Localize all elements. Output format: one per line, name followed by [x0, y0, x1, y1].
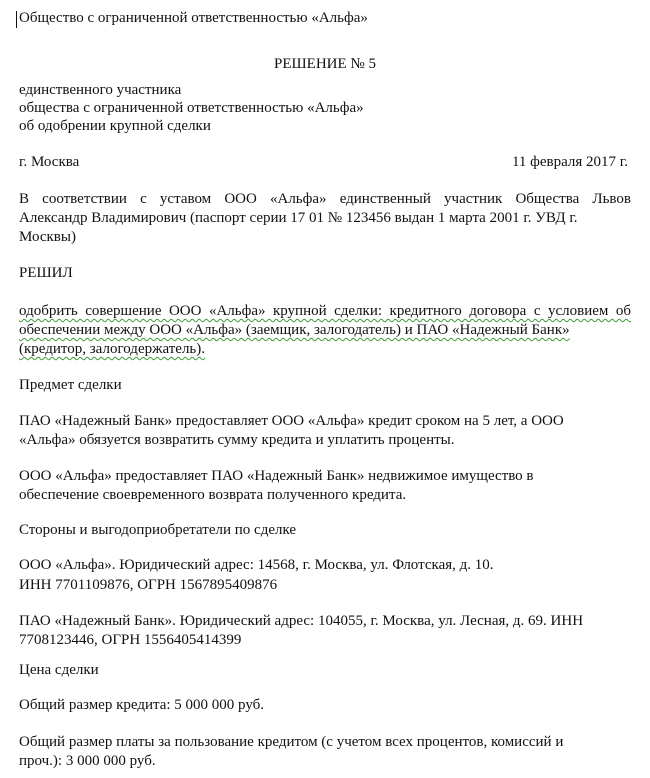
city: г. Москва	[19, 154, 80, 170]
intro-line: В соответствии с уставом ООО «Альфа» единственный участник Общества Львов	[19, 191, 631, 207]
intro-line: Александр Владимирович (паспорт серии 17 01 № 123456 выдан 1 марта 2001 г. УВД г.	[19, 210, 578, 226]
text-cursor	[16, 11, 17, 28]
subject-heading: Предмет сделки	[19, 377, 122, 393]
parties-heading: Стороны и выгодоприобретатели по сделке	[19, 522, 297, 538]
fee-line: проч.): 3 000 000 руб.	[19, 753, 156, 769]
intro-line: Москвы)	[19, 229, 76, 245]
document-date: 11 февраля 2017 г.	[511, 154, 628, 170]
party-bank-line: ПАО «Надежный Банк». Юридический адрес: 104055, г. Москва, ул. Лесная, д. 69. ИНН	[19, 613, 584, 629]
approval-line	[19, 321, 570, 340]
approval-text: обеспечении между ООО «Альфа» (заемщик, залогодатель) и ПАО «Надежный Банк»	[19, 322, 570, 338]
subject-paragraph-line: «Альфа» обязуется возвратить сумму кредита и уплатить проценты.	[19, 432, 455, 448]
decision-subtitle-line: единственного участника	[19, 82, 182, 98]
credit-total: Общий размер кредита: 5 000 000 руб.	[19, 697, 265, 713]
fee-line: Общий размер платы за пользование кредитом (с учетом всех процентов, комиссий и	[19, 734, 564, 750]
decision-title: РЕШЕНИЕ № 5	[274, 56, 376, 72]
party-alfa-line: ИНН 7701109876, ОГРН 1567895409876	[19, 577, 278, 593]
party-alfa-line: ООО «Альфа». Юридический адрес: 14568, г. Москва, ул. Флотская, д. 10.	[19, 557, 494, 573]
resolved-heading: РЕШИЛ	[19, 265, 73, 281]
approval-line	[19, 340, 205, 359]
price-heading: Цена сделки	[19, 662, 99, 678]
approval-text: одобрить совершение ООО «Альфа» крупной сделки: кредитного договора с условием об	[19, 303, 631, 319]
decision-subtitle-line: общества с ограниченной ответственностью «Альфа»	[19, 100, 364, 116]
subject-paragraph-line: ПАО «Надежный Банк» предоставляет ООО «Альфа» кредит сроком на 5 лет, а ООО	[19, 413, 564, 429]
subject-paragraph-line: ООО «Альфа» предоставляет ПАО «Надежный Банк» недвижимое имущество в	[19, 468, 534, 484]
approval-text: (кредитор, залогодержатель).	[19, 341, 206, 357]
party-bank-line: 7708123446, ОГРН 1556405414399	[19, 632, 242, 648]
subject-paragraph-line: обеспечение своевременного возврата полученного кредита.	[19, 487, 407, 503]
decision-subtitle-line: об одобрении крупной сделки	[19, 118, 211, 134]
approval-line	[19, 302, 631, 321]
company-header: Общество с ограниченной ответственностью «Альфа»	[19, 10, 368, 26]
